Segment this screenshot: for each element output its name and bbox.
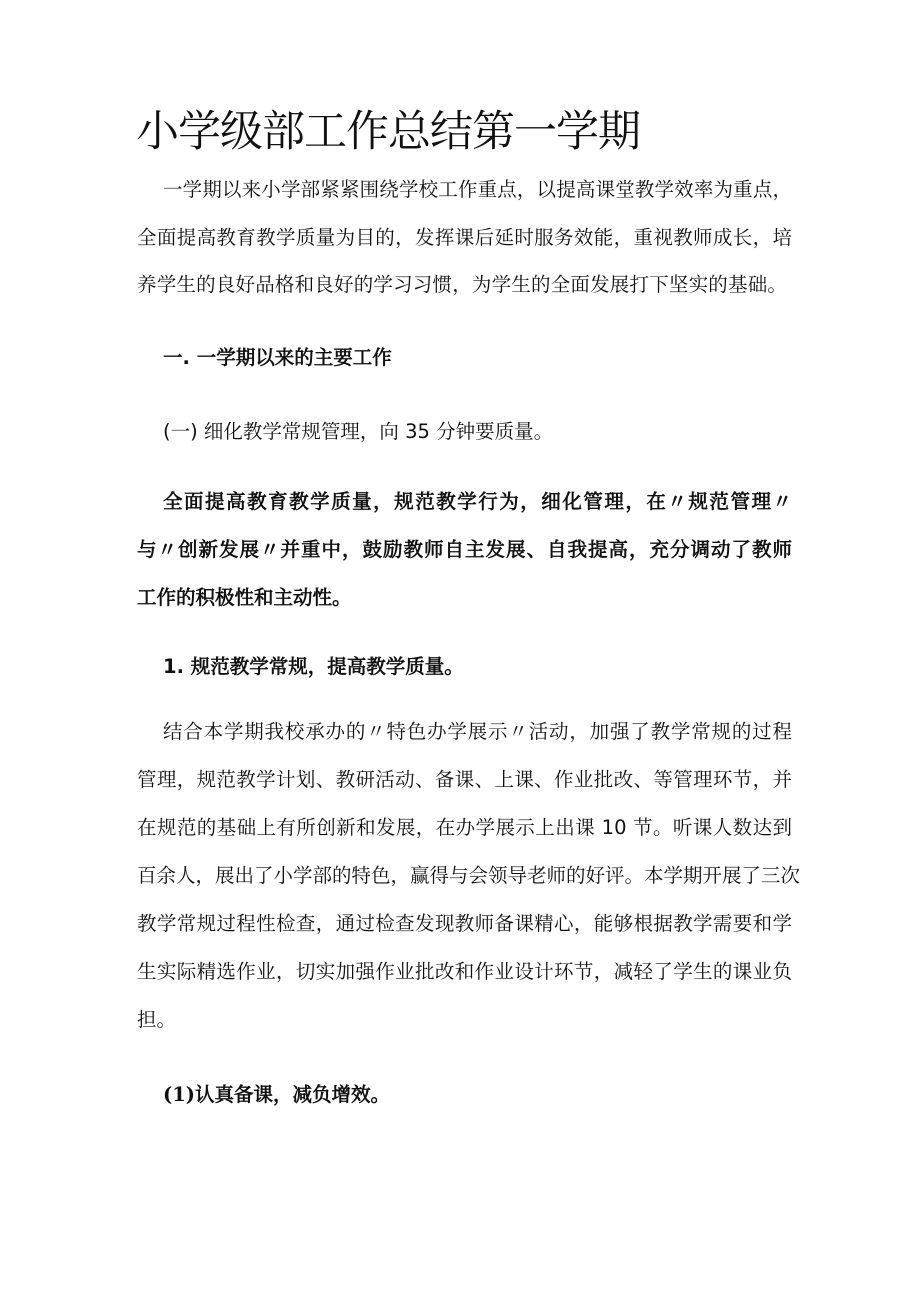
subitem-heading: (1)认真备课，减负增效。	[163, 1083, 391, 1106]
paragraph-line: 教学常规过程性检查，通过检查发现教师备课精心，能够根据教学需要和学	[137, 912, 792, 935]
paragraph-line: 百余人，展出了小学部的特色，赢得与会领导老师的好评。本学期开展了三次	[137, 864, 801, 887]
subsection-heading: (一) 细化教学常规管理，向 35 分钟要质量。	[163, 420, 554, 443]
bold-paragraph-line: 工作的积极性和主动性。	[137, 586, 352, 609]
paragraph-line: 担。	[137, 1008, 177, 1031]
intro-line: 全面提高教育教学质量为目的，发挥课后延时服务效能，重视教师成长，培	[137, 226, 792, 249]
item-heading: 1. 规范教学常规，提高教学质量。	[163, 655, 464, 678]
bold-paragraph-line: 与〃创新发展〃并重中，鼓励教师自主发展、自我提高，充分调动了教师	[137, 538, 792, 561]
section-heading: 一. 一学期以来的主要工作	[163, 346, 392, 369]
bold-paragraph-line: 全面提高教育教学质量，规范教学行为，细化管理，在〃规范管理〃	[163, 490, 792, 513]
paragraph-line: 生实际精选作业，切实加强作业批改和作业设计环节，减轻了学生的课业负	[137, 960, 792, 983]
paragraph-line: 管理，规范教学计划、教研活动、备课、上课、作业批改、等管理环节，并	[137, 768, 792, 791]
intro-line: 一学期以来小学部紧紧围绕学校工作重点，以提高课堂教学效率为重点，	[163, 178, 792, 201]
intro-line: 养学生的良好品格和良好的学习习惯，为学生的全面发展打下坚实的基础。	[137, 273, 788, 296]
document-title: 小学级部工作总结第一学期	[136, 107, 640, 157]
paragraph-line: 结合本学期我校承办的〃特色办学展示〃活动，加强了教学常规的过程	[163, 720, 792, 743]
paragraph-line: 在规范的基础上有所创新和发展，在办学展示上出课 10 节。听课人数达到	[137, 816, 792, 839]
